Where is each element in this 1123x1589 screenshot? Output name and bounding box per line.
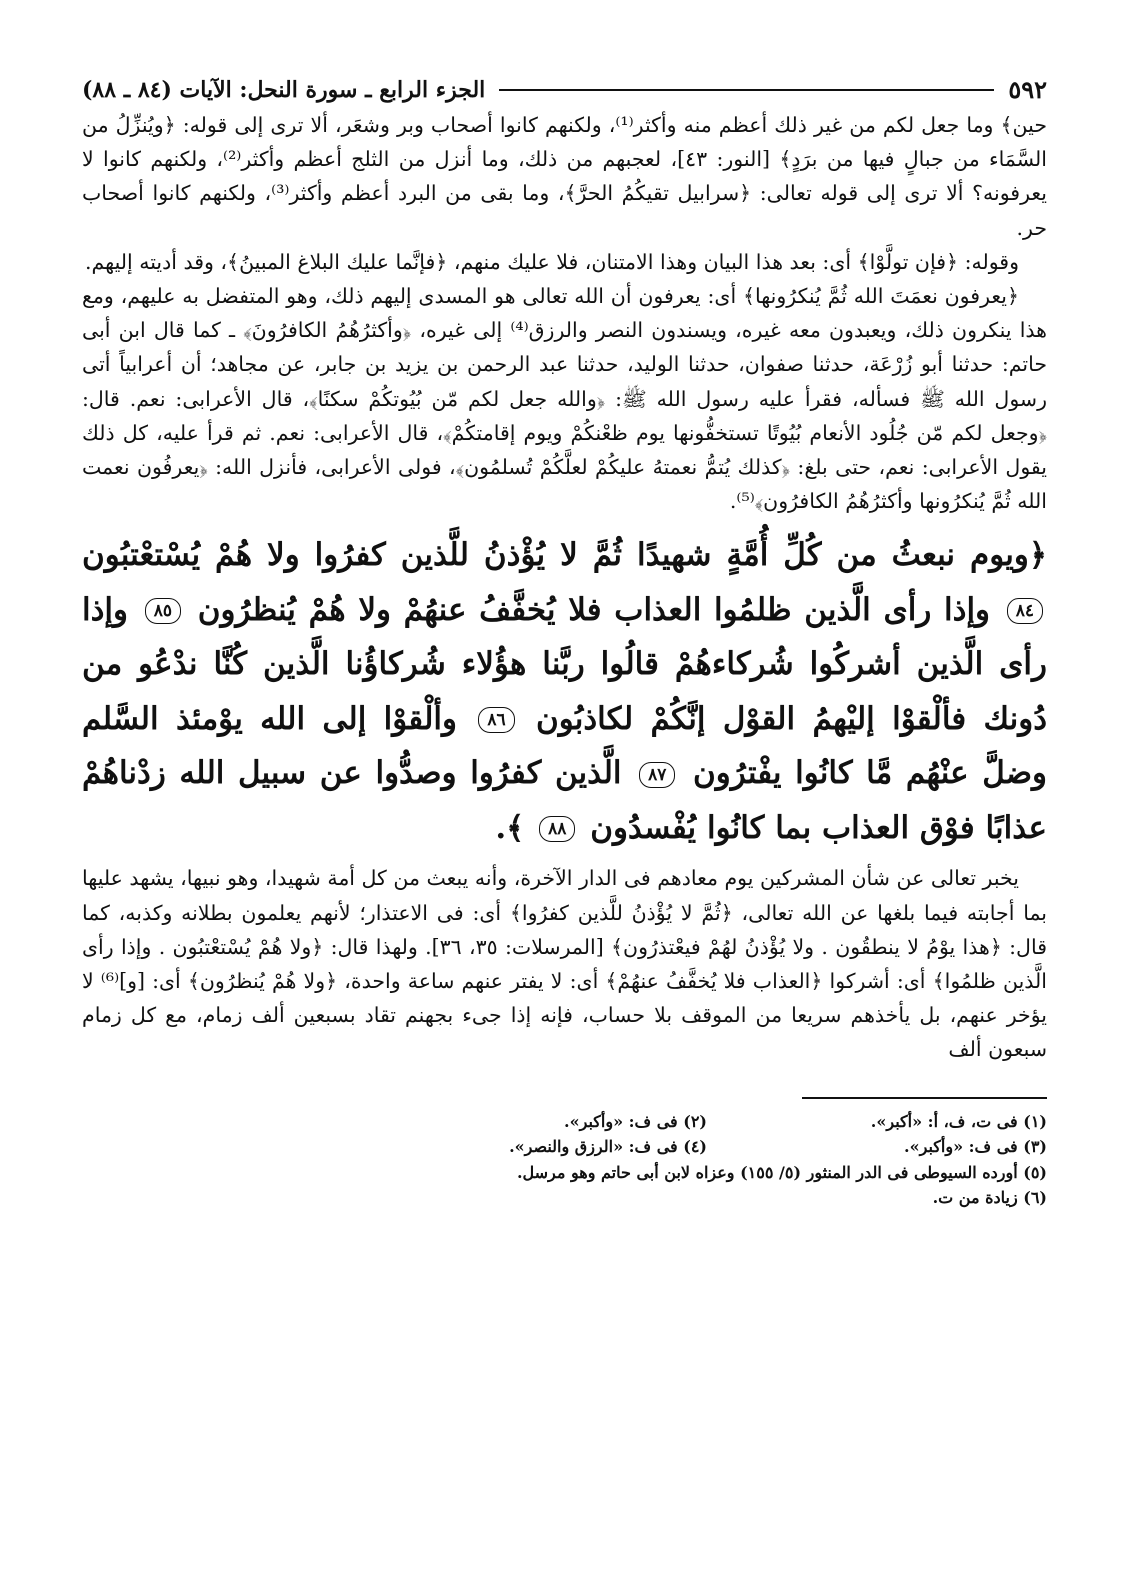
- header-rule: [499, 89, 994, 91]
- page-header: [82, 72, 1047, 108]
- verse-text-86: وإذا رأى الَّذين أشركُوا شُركاءهُمْ قالُوا ربَّنا هؤُلاء شُركاؤُنا الَّذين كُنَّا ندْعُو من دُونك فألْقوْا إليْهمُ القوْل إنَّكُمْ لكاذبُون: [82, 591, 1048, 737]
- paragraph-3: ﴿يعرفون نعمَتَ الله ثُمَّ يُنكرُونها﴾ أى: يعرفون أن الله تعالى هو المسدى إليهم ذلك، وهو المتفضل به عليهم، ومع هذا ينكرون ذلك، ويعبدون معه غيره، ويسندون النصر والرزق⁽⁴⁾ إلى غيره، ﴿وأكثرُهُمُ الكافرُونَ﴾ ـ كما قال ابن أبى حاتم: حدثنا أبو زُرْعَة، حدثنا صفوان، حدثنا الوليد، حدثنا عبد الرحمن بن يزيد بن جابر، عن مجاهد؛ أن أعرابياً أتى رسول الله ﷺ فسأله، فقرأ عليه رسول الله ﷺ: ﴿والله جعل لكم مّن بُيُوتكُمْ سكنًا﴾، قال الأعرابى: نعم. قال: ﴿وجعل لكم مّن جُلُود الأنعام بُيُوتًا تستخفُّونها يوم ظعْنكُمْ ويوم إقامتكُمْ﴾، قال الأعرابى: نعم. ثم قرأ عليه، كل ذلك يقول الأعرابى: نعم، حتى بلغ: ﴿كذلك يُتمُّ نعمتهُ عليكُمْ لعلَّكُمْ تُسلمُون﴾، فولى الأعرابى، فأنزل الله: ﴿يعرفُون نعمت الله ثُمَّ يُنكرُونها وأكثرُهُمُ الكافرُون﴾⁽⁵⁾.: [82, 284, 1047, 514]
- paragraph-2: وقوله: ﴿فإن تولَّوْا﴾ أى: بعد هذا البيان وهذا الامتنان، فلا عليك منهم، ﴿فإنَّما عليك البلاغ المبينُ﴾، وقد أديته إليهم.: [84, 249, 1019, 274]
- footnote-2: (٢) فى ف: «وأكبر».: [564, 1111, 707, 1131]
- verse-number-85: ٨٥: [145, 598, 181, 624]
- verse-text-88: الَّذين كفرُوا وصدُّوا عن سبيل الله زدْناهُمْ عذابًا فوْق العذاب بما كانُوا يُفْسدُون: [82, 755, 1047, 846]
- footnotes: [82, 1109, 1047, 1211]
- footnote-4: (٤) فى ف: «الرزق والنصر».: [509, 1137, 707, 1157]
- verse-number-88: ٨٨: [539, 816, 575, 842]
- footnote-3: (٣) فى ف: «وأكبر».: [904, 1137, 1047, 1157]
- footnote-row: [82, 1109, 1047, 1135]
- footnote-row: [82, 1134, 1047, 1160]
- paragraph-1: حين﴾ وما جعل لكم من غير ذلك أعظم منه وأكثر⁽¹⁾، ولكنهم كانوا أصحاب وبر وشعَر، ألا ترى إلى قوله: ﴿ويُنزِّلُ من السَّمَاء من جبالٍ فيها من برَدٍ﴾ [النور: ٤٣]، لعجبهم من ذلك، وما أنزل من الثلج أعظم وأكثر⁽²⁾، ولكنهم كانوا لا يعرفونه؟ ألا ترى إلى قوله تعالى: ﴿سرابيل تقيكُمُ الحرَّ﴾، وما بقى من البرد أعظم وأكثر⁽³⁾، ولكنهم كانوا أصحاب حر.: [82, 113, 1047, 240]
- verse-number-84: ٨٤: [1007, 598, 1043, 624]
- verse-closing-bracket: ﴾.: [495, 809, 525, 846]
- running-title: الجزء الرابع ـ سورة النحل: الآيات (٨٤ ـ ٨٨): [82, 77, 486, 103]
- footnote-6: (٦) زيادة من ت.: [932, 1188, 1047, 1208]
- commentary-paragraph: يخبر تعالى عن شأن المشركين يوم معادهم فى الدار الآخرة، وأنه يبعث من كل أمة شهيدا، وهو نبيها، يشهد عليها بما أجابته فيما بلغها عن الله تعالى، ﴿ثُمَّ لا يُؤْذنُ للَّذين كفرُوا﴾ أى: فى الاعتذار؛ لأنهم يعلمون بطلانه وكذبه، كما قال: ﴿هذا يوْمُ لا ينطقُون . ولا يُؤْذنُ لهُمْ فيعْتذرُون﴾ [المرسلات: ٣٥، ٣٦]. ولهذا قال: ﴿ولا هُمْ يُسْتعْتبُون . وإذا رأى الَّذين ظلمُوا﴾ أى: أشركوا ﴿العذاب فلا يُخفَّفُ عنهُمْ﴾ أى: لا يفتر عنهم ساعة واحدة، ﴿ولا هُمْ يُنظرُون﴾ أى: [و]⁽⁶⁾ لا يؤخر عنهم، بل يأخذهم سريعا من الموقف بلا حساب، فإنه إذا جىء بجهنم تقاد بسبعين ألف زمام، مع كل زمام سبعون ألف: [82, 866, 1048, 1062]
- footnote-rule: [802, 1097, 1047, 1099]
- tafsir-text-top: [82, 108, 1047, 518]
- footnote-5: (٥) أورده السيوطى فى الدر المنثور (٥/ ١٥٥) وعزاه لابن أبى حاتم وهو مرسل.: [516, 1162, 1047, 1182]
- verse-text-87: وألْقوْا إلى الله يوْمئذ السَّلم وضلَّ عنْهُم مَّا كانُوا يفْترُون: [82, 700, 1047, 792]
- verse-text-84: ﴿ويوم نبعثُ من كُلِّ أُمَّةٍ شهيدًا ثُمَّ لا يُؤْذنُ للَّذين كفرُوا ولا هُمْ يُسْتعْتبُون: [82, 537, 1047, 574]
- verse-number-87: ٨٧: [639, 762, 675, 788]
- page-number: ٥٩٢: [1008, 75, 1047, 104]
- footnote-1: (١) فى ت، ف، أ: «أكبر».: [870, 1111, 1047, 1131]
- quran-verses-block: [82, 528, 1047, 855]
- tafsir-text-bottom: [82, 861, 1047, 1066]
- verse-number-86: ٨٦: [478, 707, 514, 733]
- verse-text-85: وإذا رأى الَّذين ظلمُوا العذاب فلا يُخفَّفُ عنهُمْ ولا هُمْ يُنظرُون: [197, 591, 991, 628]
